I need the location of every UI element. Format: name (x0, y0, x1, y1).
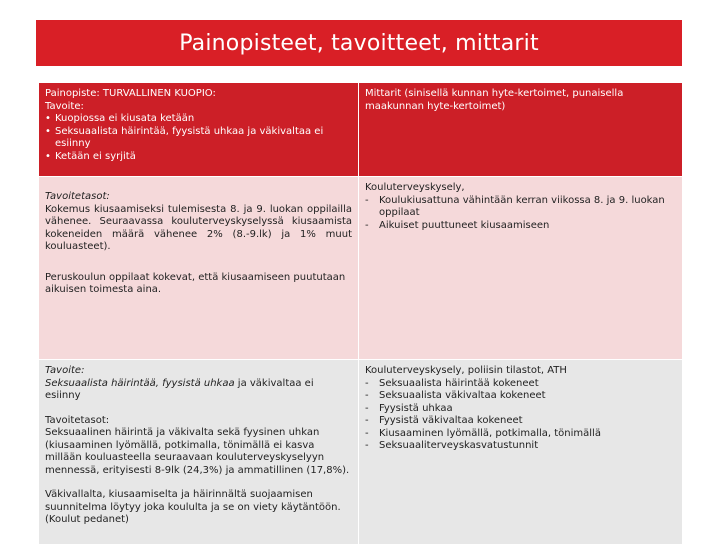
indicator-item: - Fyysistä väkivaltaa kokeneet (365, 415, 523, 426)
indicator-item: - Seksuaaliterveyskasvatustunnit (365, 440, 539, 451)
target-levels-label: Tavoitetasot: (45, 414, 110, 426)
bullying-indicators-cell (359, 177, 683, 360)
slide-title (36, 20, 682, 66)
goal-label: Tavoite: (45, 100, 84, 112)
indicator-item: - Aikuiset puuttuneet kiusaamiseen (365, 219, 550, 231)
indicator-item: - Kiusaaminen lyömällä, potkimalla, tönimällä (365, 427, 601, 439)
bullying-target-cell (39, 177, 359, 360)
indicator-source: Kouluterveyskysely, (365, 182, 465, 193)
protection-plan-text: Väkivallalta, kiusaamiselta ja häirinnältä suojaamisen suunnitelma löytyy joka koululta ja se on viety käytäntöön. (Koulut pedanet) (45, 489, 341, 525)
header-right-cell (359, 83, 683, 177)
bullet-marker: • (45, 150, 51, 162)
bullet-marker: • (45, 125, 51, 137)
indicator-item: - Seksuaalista väkivaltaa kokeneet (365, 390, 546, 401)
indicator-item: - Fyysistä uhkaa (365, 402, 453, 414)
indicators-heading: Mittarit (sinisellä kunnan hyte-kertoimet, punaisella maakunnan hyte-kertoimet) (365, 88, 624, 112)
header-left-cell (39, 83, 359, 177)
content-table (38, 82, 683, 545)
target-levels-text: Seksuaalinen häirintä ja väkivalta sekä fyysinen uhkan (kiusaaminen lyömällä, potkimalla, tönimällä ei kasva millään kouluasteella seuraavaan kouluterveyskyselyyn mennessä, erityisesti 8-9lk (24,3%) ja ammatillinen (17,8%). (45, 427, 350, 476)
goal-bullet: • Kuopiossa ei kiusata ketään (45, 113, 195, 124)
indicator-item: - Koulukiusattuna vähintään kerran viikossa 8. ja 9. luokan oppilaat (365, 194, 665, 218)
target-levels-label: Tavoitetasot: (45, 191, 110, 202)
goal-label: Tavoite: (45, 365, 85, 376)
goal-bullet: • Seksuaalista häirintää, fyysistä uhkaa ja väkivaltaa ei esiinny (45, 125, 324, 149)
bullying-row (39, 177, 683, 360)
focus-area-line: Painopiste: TURVALLINEN KUOPIO: (45, 88, 216, 99)
bullet-marker: • (45, 113, 51, 124)
target-extra-text: Peruskoulun oppilaat kokevat, että kiusaamiseen puututaan aikuisen toimesta aina. (45, 271, 346, 295)
harassment-indicators-cell (359, 360, 683, 545)
goal-text: Seksuaalista häirintää, fyysistä uhkaa ja väkivaltaa ei esiinny (45, 377, 314, 401)
indicator-item: - Seksuaalista häirintää kokeneet (365, 377, 539, 389)
target-levels-text: Kokemus kiusaamiseksi tulemisesta 8. ja 9. luokan oppilailla vähenee. Seuraavassa kouluterveyskyselyssä kiusaamista kokeneiden määrä vähenee 2% (8.-9.lk) ja 1% muut kouluasteet). (45, 203, 352, 252)
harassment-row (39, 360, 683, 545)
indicator-source: Kouluterveyskysely, poliisin tilastot, ATH (365, 365, 567, 376)
slide-title-text: Painopisteet, tavoitteet, mittarit (179, 30, 539, 56)
goal-bullet: • Ketään ei syrjitä (45, 150, 136, 162)
header-row (39, 83, 683, 177)
harassment-target-cell (39, 360, 359, 545)
